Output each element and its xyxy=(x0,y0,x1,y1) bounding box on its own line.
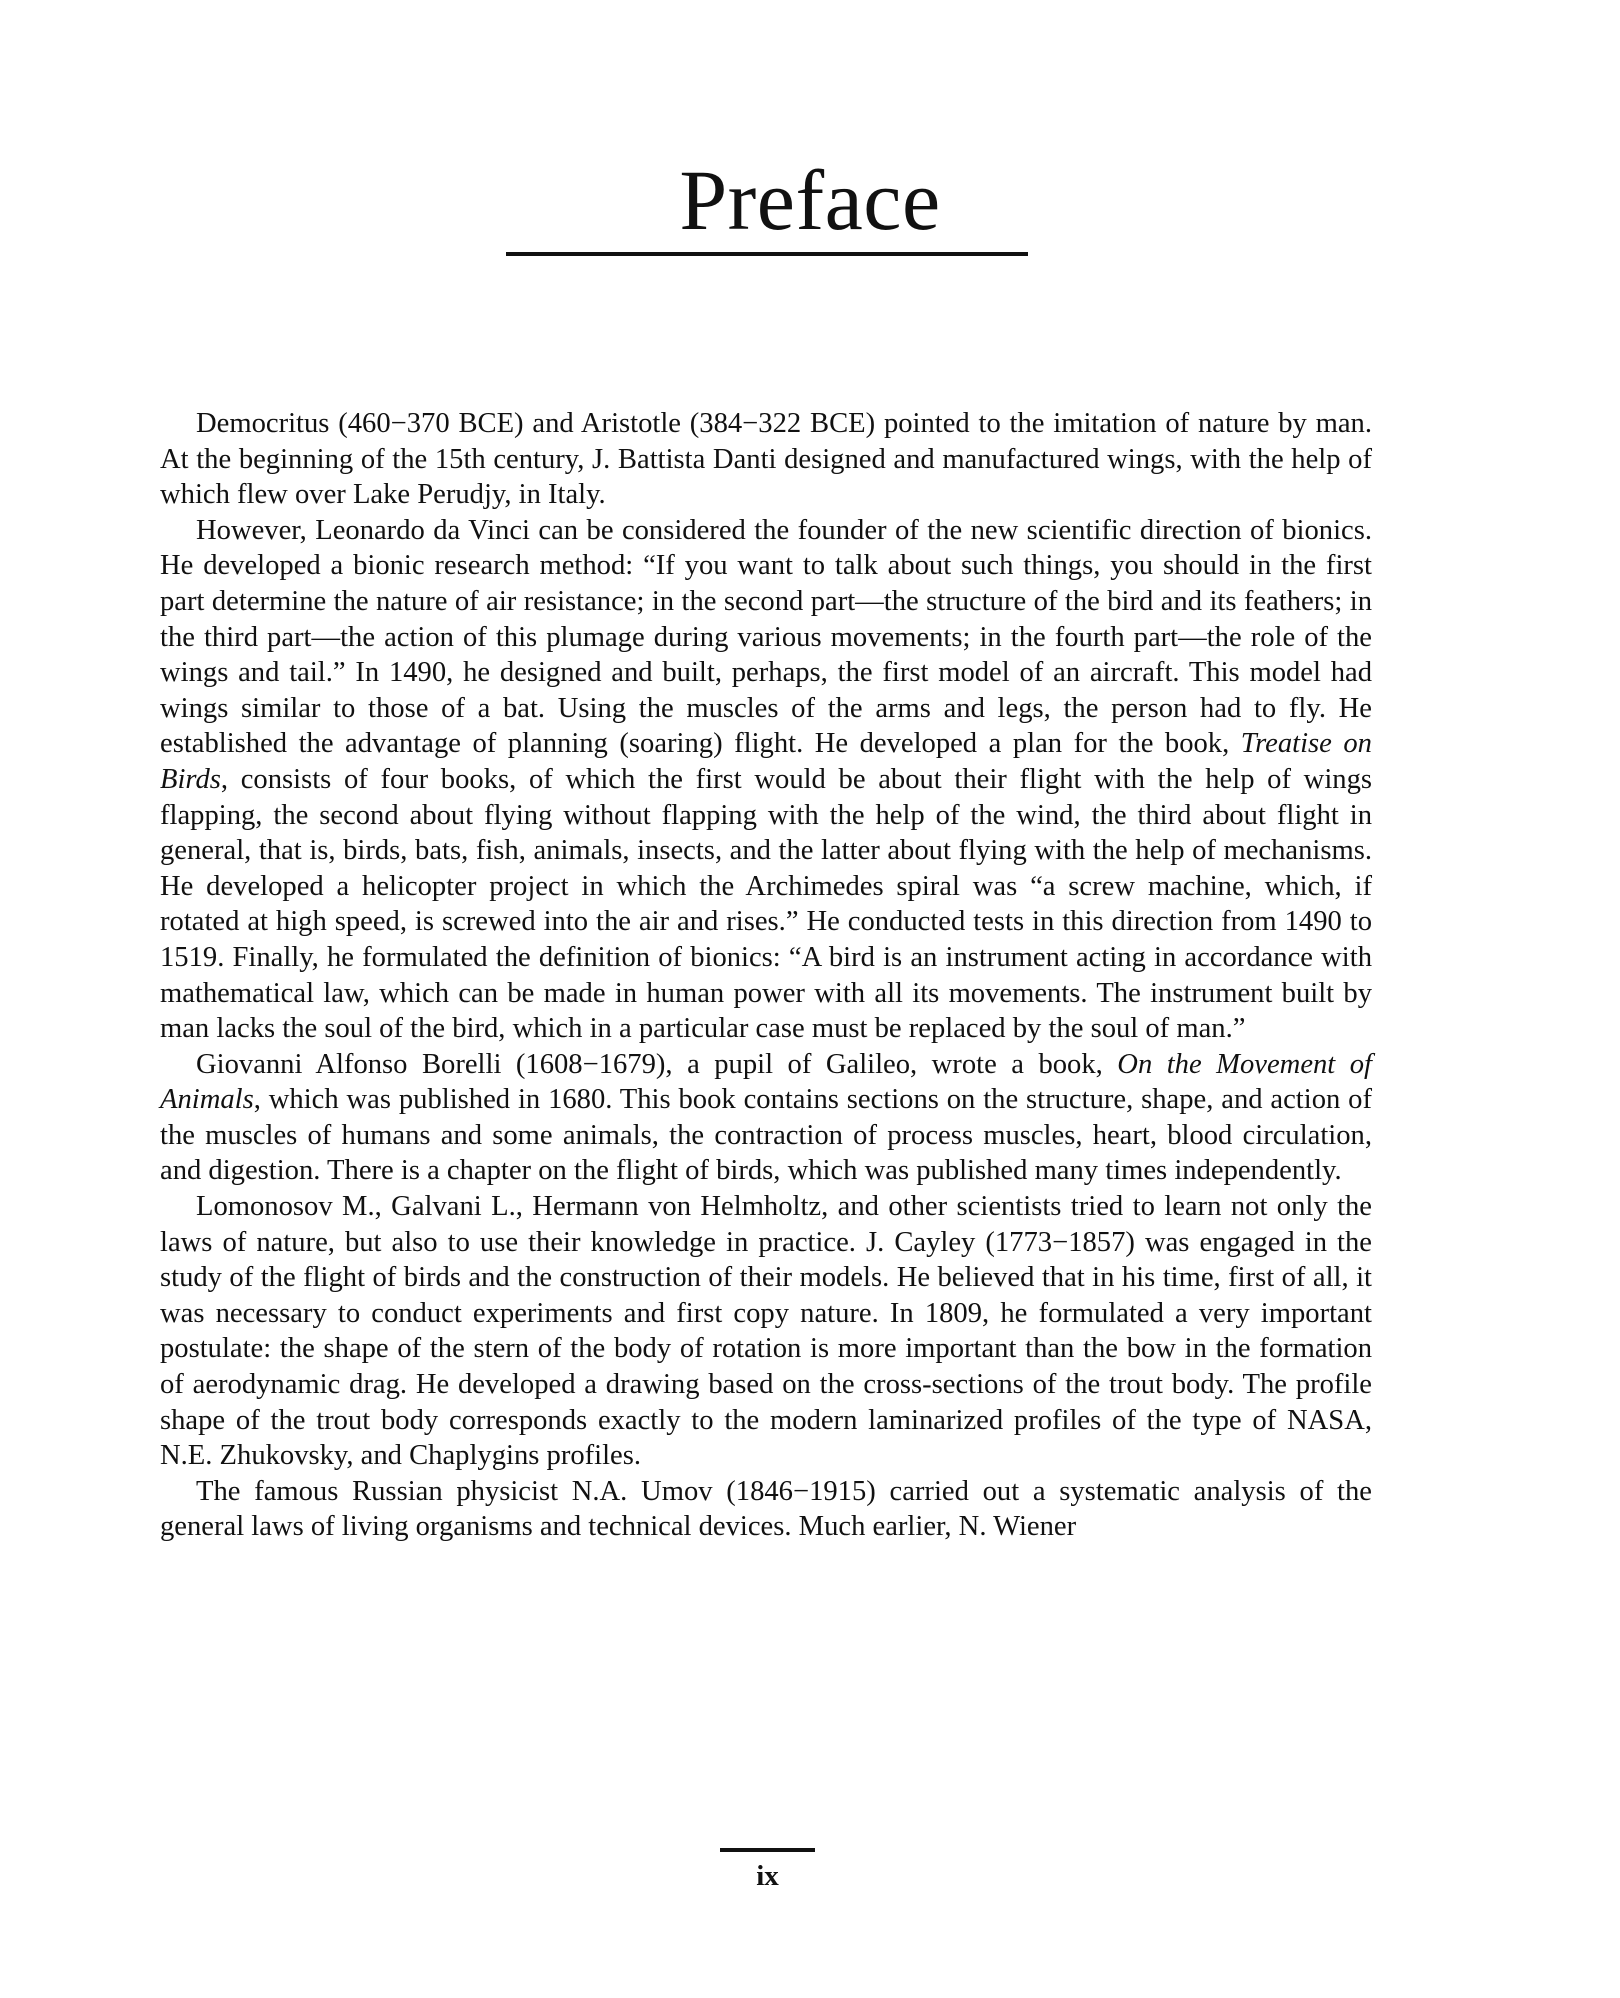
paragraph-leonardo xyxy=(160,513,1372,1047)
paragraph-umov: The famous Russian physicist N.A. Umov (1846−1915) carried out a systematic analysis of the general laws of living organisms and technical devices. Much earlier, N. Wiener xyxy=(160,1475,1372,1543)
paragraph-leonardo-part-1: However, Leonardo da Vinci can be considered the founder of the new scientific direction of bionics. He developed a bionic research method: “If you want to talk about such things, you should in the first part determine the nature of air resistance; in the second part—the structure of the bird and its feathers; in the third part—the action of this plumage during various movements; in the fourth part—the role of the wings and tail.” In 1490, he designed and built, perhaps, the first model of an aircraft. This model had wings similar to those of a bat. Using the muscles of the arms and legs, the person had to fly. He established the advantage of planning (soaring) flight. He developed a plan for the book, xyxy=(160,514,1372,760)
body-text xyxy=(160,406,1372,1545)
folio-rule xyxy=(720,1848,815,1852)
paragraph-borelli xyxy=(160,1047,1372,1189)
paragraph-democritus: Democritus (460−370 BCE) and Aristotle (384−322 BCE) pointed to the imitation of nature by man. At the beginning of the 15th century, J. Battista Danti designed and manufactured wings, with the help of which flew over Lake Perudjy, in Italy. xyxy=(160,408,1372,511)
paragraph-leonardo-part-2: , consists of four books, of which the first would be about their flight with the help of wings flapping, the second about flying without flapping with the help of the wind, the third about flight in general, that is, birds, bats, fish, animals, insects, and the latter about flying with the help of mechanisms. He developed a helicopter project in which the Archimedes spiral was “a screw machine, which, if rotated at high speed, is screwed into the air and rises.” He conducted tests in this direction from 1490 to 1519. Finally, he formulated the definition of bionics: “A bird is an instrument acting in accordance with mathematical law, which can be made in human power with all its movements. The instrument built by man lacks the soul of the bird, which in a particular case must be replaced by the soul of man.” xyxy=(160,763,1372,1045)
book-title-on-the-movement-of-animals: On the Movement of Animals xyxy=(160,1048,1372,1116)
paragraph-lomonosov-cayley: Lomonosov M., Galvani L., Hermann von Helmholtz, and other scientists tried to learn not only the laws of nature, but also to use their knowledge in practice. J. Cayley (1773−1857) was engaged in the study of the flight of birds and the construction of their models. He believed that in his time, first of all, it was necessary to conduct experiments and first copy nature. In 1809, he formulated a very important postulate: the shape of the stern of the body of rotation is more important than the bow in the formation of aerodynamic drag. He developed a drawing based on the cross-sections of the trout body. The profile shape of the trout body corresponds exactly to the modern laminarized profiles of the type of NASA, N.E. Zhukovsky, and Chaplygins profiles. xyxy=(160,1191,1372,1472)
page-number: ix xyxy=(756,1860,779,1892)
title-underline xyxy=(506,252,1028,256)
book-title-treatise-on-birds: Treatise on Birds xyxy=(160,728,1372,795)
chapter-title: Preface xyxy=(679,152,941,248)
paragraph-borelli-part-1: Giovanni Alfonso Borelli (1608−1679), a pupil of Galileo, wrote a book, xyxy=(196,1048,1118,1080)
paragraph-borelli-part-2: , which was published in 1680. This book contains sections on the structure, shape, and action of the muscles of humans and some animals, the contraction of process muscles, heart, blood circulation, and digestion. There is a chapter on the flight of birds, which was published many times independently. xyxy=(160,1084,1372,1187)
